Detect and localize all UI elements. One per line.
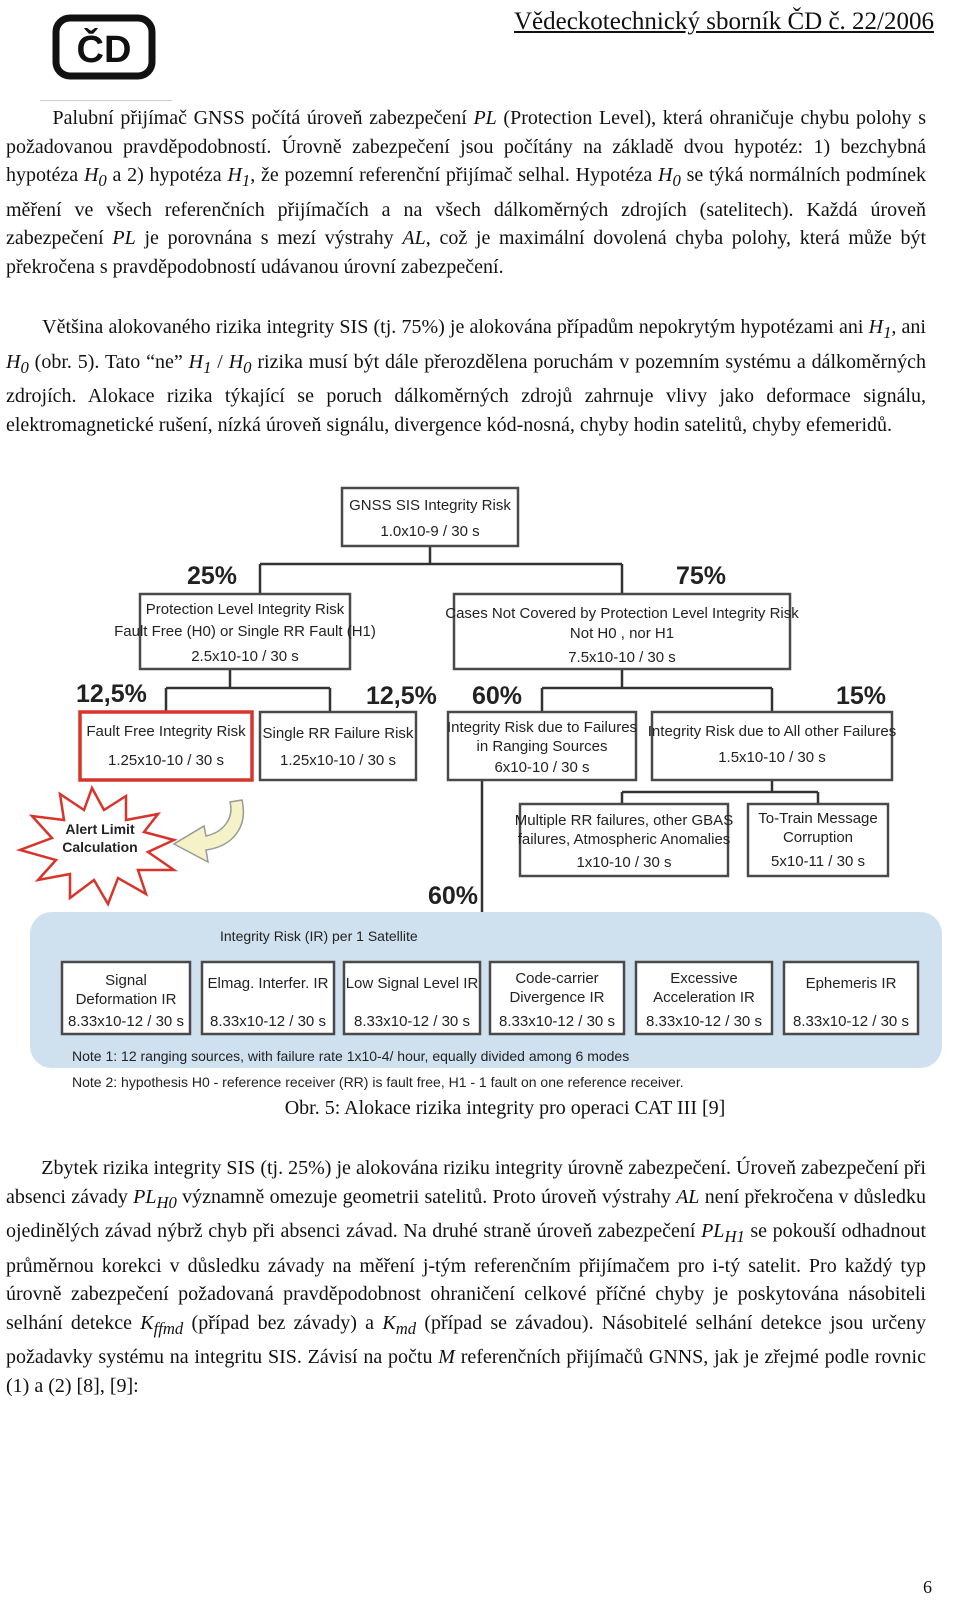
svg-text:Not H0 , nor H1: Not H0 , nor H1 [569, 625, 675, 642]
leaf-elmag-interference [202, 962, 334, 1034]
svg-text:8.33x10-12 / 30 s: 8.33x10-12 / 30 s [210, 1013, 326, 1030]
svg-text:Single RR Failure Risk: Single RR Failure Risk [262, 725, 414, 742]
journal-title: Vědeckotechnický sborník ČD č. 22/2006 [513, 8, 934, 35]
pct-other: 15% [836, 682, 887, 710]
pct-fault-free: 12,5% [76, 680, 147, 708]
paragraph-3: Zbytek rizika integrity SIS (tj. 25%) je alokována riziku integrity úrovně zabezpečení. Úroveň zabezpečení při absenci závady $PL_{H0}$ významně omezuje geometrii satelitů. Proto úroveň výstrahy AL není překročena v důsledku ojedinělých závad nýbrž chyb při absenci závad. Na druhé straně úroveň zabezpečení $PL_{H1}$ se pokouší odhadnout průměrnou korekci v důsledku závady na měření j-tým referenčním přijímačem pro i-tý satelit. Pro každý typ úrovně zabezpečení požadovaná pravděpodobnost ohraničení celkové příčné chyby je poskytována násobiteli selhání detekce $K_{ffmd}$ (případ bez závady) a $K_{md}$ (případ se závadou). Násobitelé selhání detekce jsou určeny požadavky systému na integritu SIS. Závisí na počtu M referenčních přijímačů GNNS, jak je zřejmé podle rovnic (1) a (2) [8], [9]: [6, 1157, 926, 1397]
svg-text:1.25x10-10 / 30 s: 1.25x10-10 / 30 s [108, 752, 224, 769]
svg-text:GNSS SIS Integrity Risk: GNSS SIS Integrity Risk [349, 497, 511, 514]
svg-text:Cases Not Covered by Protectio: Cases Not Covered by Protection Level Integrity Risk [445, 605, 799, 622]
curved-arrow-icon [174, 800, 243, 862]
svg-text:8.33x10-12 / 30 s: 8.33x10-12 / 30 s [646, 1013, 762, 1030]
paragraph-2: Většina alokovaného rizika integrity SIS (tj. 75%) je alokována případům nepokrytým hypotézami ani $H_1$, ani $H_0$ (obr. 5). Tato “ne” $H_1 / H_0$ rizika musí být dále přerozdělena poruchám v pozemním systému a dálkoměrných zdrojích. Alokace rizika týkající se poruch dálkoměrných zdrojů zahrnuje vlivy jako deformace signálu, elektromagnetické rušení, nízká úroveň signálu, divergence kód-nosná, chyby hodin satelitů, chyby efemeridů. [6, 316, 926, 436]
svg-text:Elmag. Interfer. IR: Elmag. Interfer. IR [207, 975, 329, 992]
paragraph-1: Palubní přijímač GNSS počítá úroveň zabezpečení PL (Protection Level), která ohraničuje chybu polohy s požadovanou pravděpodobností. Úrovně zabezpečení jsou počítány na základě dvou hypotéz: 1) bezchybná hypotéza $H_0$ a 2) hypotéza $H_1$, že pozemní referenční přijímač selhal. Hypotéza $H_0$ se týká normálních podmínek měření ve všech referenčních přijímačích a na všech dálkoměrných zdrojích (satelitech). Každá úroveň zabezpečení PL je porovnána s mezí výstrahy AL, což je maximální dovolená chyba polohy, která může být překročena s pravděpodobností udávanou úrovní zabezpečení. [6, 107, 926, 278]
band-title: Integrity Risk (IR) per 1 Satellite [220, 928, 418, 944]
svg-text:2.5x10-10 / 30 s: 2.5x10-10 / 30 s [191, 648, 299, 665]
svg-text:Fault Free (H0) or Single RR F: Fault Free (H0) or Single RR Fault (H1) [114, 623, 376, 640]
svg-text:Signal: Signal [105, 972, 147, 989]
fault-free-box [80, 712, 252, 780]
leaf-ephemeris [784, 962, 918, 1034]
to-train-box [748, 804, 888, 876]
svg-text:Fault Free Integrity Risk: Fault Free Integrity Risk [86, 723, 246, 740]
svg-text:failures, Atmospheric Anomalie: failures, Atmospheric Anomalies [517, 831, 731, 848]
svg-text:1.25x10-10 / 30 s: 1.25x10-10 / 30 s [280, 752, 396, 769]
svg-text:To-Train Message: To-Train Message [758, 810, 878, 827]
svg-text:Acceleration IR: Acceleration IR [653, 989, 755, 1006]
single-rr-box [260, 712, 416, 780]
svg-text:5x10-11 / 30 s: 5x10-11 / 30 s [771, 853, 865, 870]
alert-limit-starburst [20, 788, 174, 904]
pct-single-rr: 12,5% [366, 682, 437, 710]
svg-text:Low Signal Level IR: Low Signal Level IR [345, 975, 479, 992]
other-failures-box [648, 712, 896, 780]
leaf-low-signal-level [344, 962, 480, 1034]
pct-satellite: 60% [428, 882, 479, 910]
figure-caption: Obr. 5: Alokace rizika integrity pro operaci CAT III [9] [284, 1097, 726, 1119]
cases-not-covered-box [445, 594, 799, 669]
svg-text:8.33x10-12 / 30 s: 8.33x10-12 / 30 s [354, 1013, 470, 1030]
svg-text:6x10-10 / 30 s: 6x10-10 / 30 s [494, 759, 590, 776]
svg-text:8.33x10-12 / 30 s: 8.33x10-12 / 30 s [793, 1013, 909, 1030]
svg-text:Calculation: Calculation [62, 839, 138, 855]
svg-text:Deformation IR: Deformation IR [75, 991, 177, 1008]
multiple-rr-box [515, 804, 733, 876]
leaf-code-carrier-divergence [490, 962, 624, 1034]
svg-text:8.33x10-12 / 30 s: 8.33x10-12 / 30 s [68, 1013, 184, 1030]
ranging-box [447, 712, 637, 780]
pct-left: 25% [187, 562, 238, 590]
svg-text:1.0x10-9 / 30 s: 1.0x10-9 / 30 s [380, 523, 480, 540]
header-rule [40, 100, 172, 101]
svg-text:Alert Limit: Alert Limit [65, 821, 135, 837]
svg-text:Multiple RR failures, other GB: Multiple RR failures, other GBAS [514, 812, 734, 829]
svg-text:1.5x10-10 / 30 s: 1.5x10-10 / 30 s [718, 749, 826, 766]
svg-text:Excessive: Excessive [670, 970, 738, 987]
svg-text:Divergence IR: Divergence IR [509, 989, 605, 1006]
page-number: 6 [923, 1577, 932, 1597]
note-2: Note 2: hypothesis H0 - reference receiver (RR) is fault free, H1 - 1 fault on one reference receiver. [72, 1074, 684, 1090]
logo-text: ČD [76, 29, 132, 71]
svg-text:1x10-10 / 30 s: 1x10-10 / 30 s [576, 854, 672, 871]
svg-text:Integrity Risk due to Failures: Integrity Risk due to Failures [446, 719, 638, 736]
pct-ranging: 60% [472, 682, 523, 710]
root-box [342, 488, 518, 546]
svg-text:7.5x10-10 / 30 s: 7.5x10-10 / 30 s [568, 649, 676, 666]
svg-text:Ephemeris IR: Ephemeris IR [805, 975, 897, 992]
note-1: Note 1: 12 ranging sources, with failure rate 1x10-4/ hour, equally divided among 6 modes [72, 1048, 630, 1064]
svg-text:Corruption: Corruption [782, 829, 854, 846]
svg-text:Integrity Risk due to All othe: Integrity Risk due to All other Failures [647, 723, 897, 740]
svg-text:Protection Level Integrity Ris: Protection Level Integrity Risk [145, 601, 345, 618]
leaf-excessive-acceleration [636, 962, 772, 1034]
svg-text:in Ranging Sources: in Ranging Sources [476, 738, 608, 755]
svg-text:8.33x10-12 / 30 s: 8.33x10-12 / 30 s [499, 1013, 615, 1030]
svg-text:Code-carrier: Code-carrier [515, 970, 599, 987]
leaf-signal-deformation [62, 962, 190, 1034]
risk-allocation-diagram [12, 480, 942, 1100]
protection-level-box [114, 594, 376, 669]
pct-right: 75% [676, 562, 727, 590]
cd-logo [52, 14, 156, 80]
